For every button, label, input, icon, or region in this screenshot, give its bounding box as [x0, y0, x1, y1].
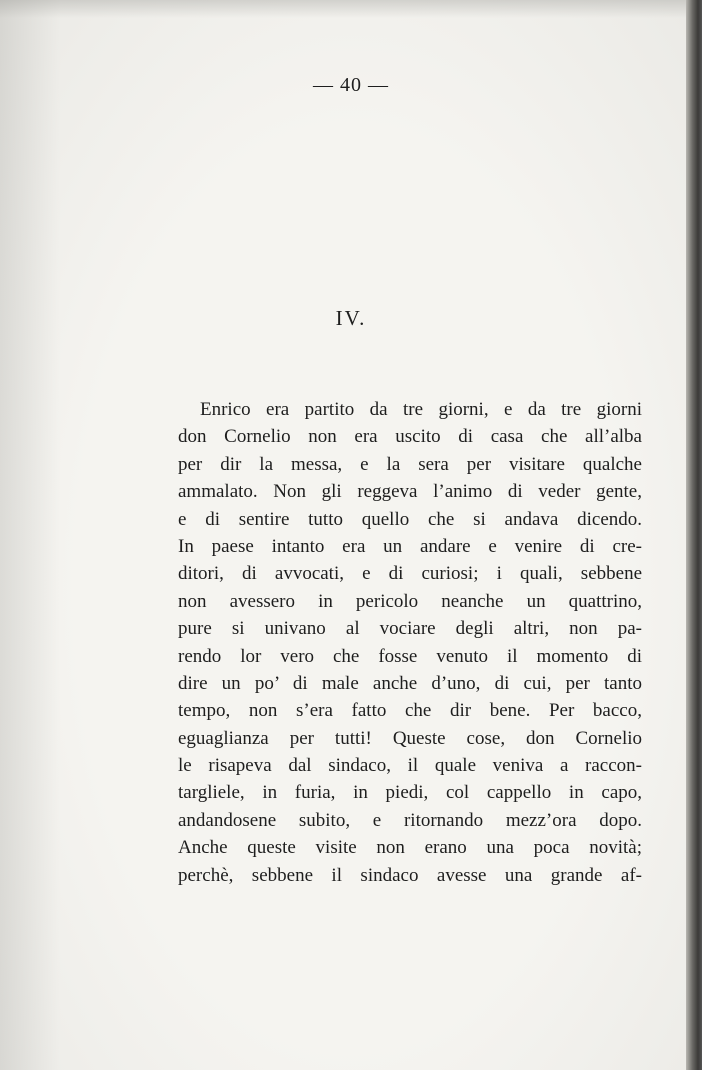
text-line: perchè, sebbene il sindaco avesse una grande af- [178, 864, 642, 886]
text-line: Anche queste visite non erano una poca novità; [178, 837, 642, 859]
book-spine-edge [686, 0, 702, 1070]
page-number: — 40 — [313, 74, 389, 96]
text-line: andandosene subito, e ritornando mezz’ora dopo. [178, 809, 642, 831]
text-line: le risapeva dal sindaco, il quale veniva a raccon- [178, 755, 642, 777]
text-line: pure si univano al vociare degli altri, non pa- [178, 618, 642, 640]
text-line: dire un po’ di male anche d’uno, di cui, per tanto [178, 672, 642, 694]
text-line: tempo, non s’era fatto che dir bene. Per bacco, [178, 700, 642, 722]
text-line: per dir la messa, e la sera per visitare qualche [178, 453, 642, 475]
text-line: non avessero in pericolo neanche un quattrino, [178, 590, 642, 612]
text-line: In paese intanto era un andare e venire di cre- [178, 535, 642, 557]
text-line: rendo lor vero che fosse venuto il momento di [178, 645, 642, 667]
text-line: e di sentire tutto quello che si andava dicendo. [178, 508, 642, 530]
body-paragraph [178, 396, 642, 889]
chapter-heading: IV. [335, 306, 367, 330]
text-line: Enrico era partito da tre giorni, e da tre giorni [200, 399, 642, 420]
page-top-shadow [0, 0, 702, 18]
text-line: eguaglianza per tutti! Queste cose, don Cornelio [178, 727, 642, 749]
text-line: targliele, in furia, in piedi, col cappello in capo, [178, 782, 642, 804]
text-line: don Cornelio non era uscito di casa che all’alba [178, 426, 642, 448]
text-line: ditori, di avvocati, e di curiosi; i quali, sebbene [178, 563, 642, 585]
text-line: ammalato. Non gli reggeva l’animo di veder gente, [178, 481, 642, 503]
